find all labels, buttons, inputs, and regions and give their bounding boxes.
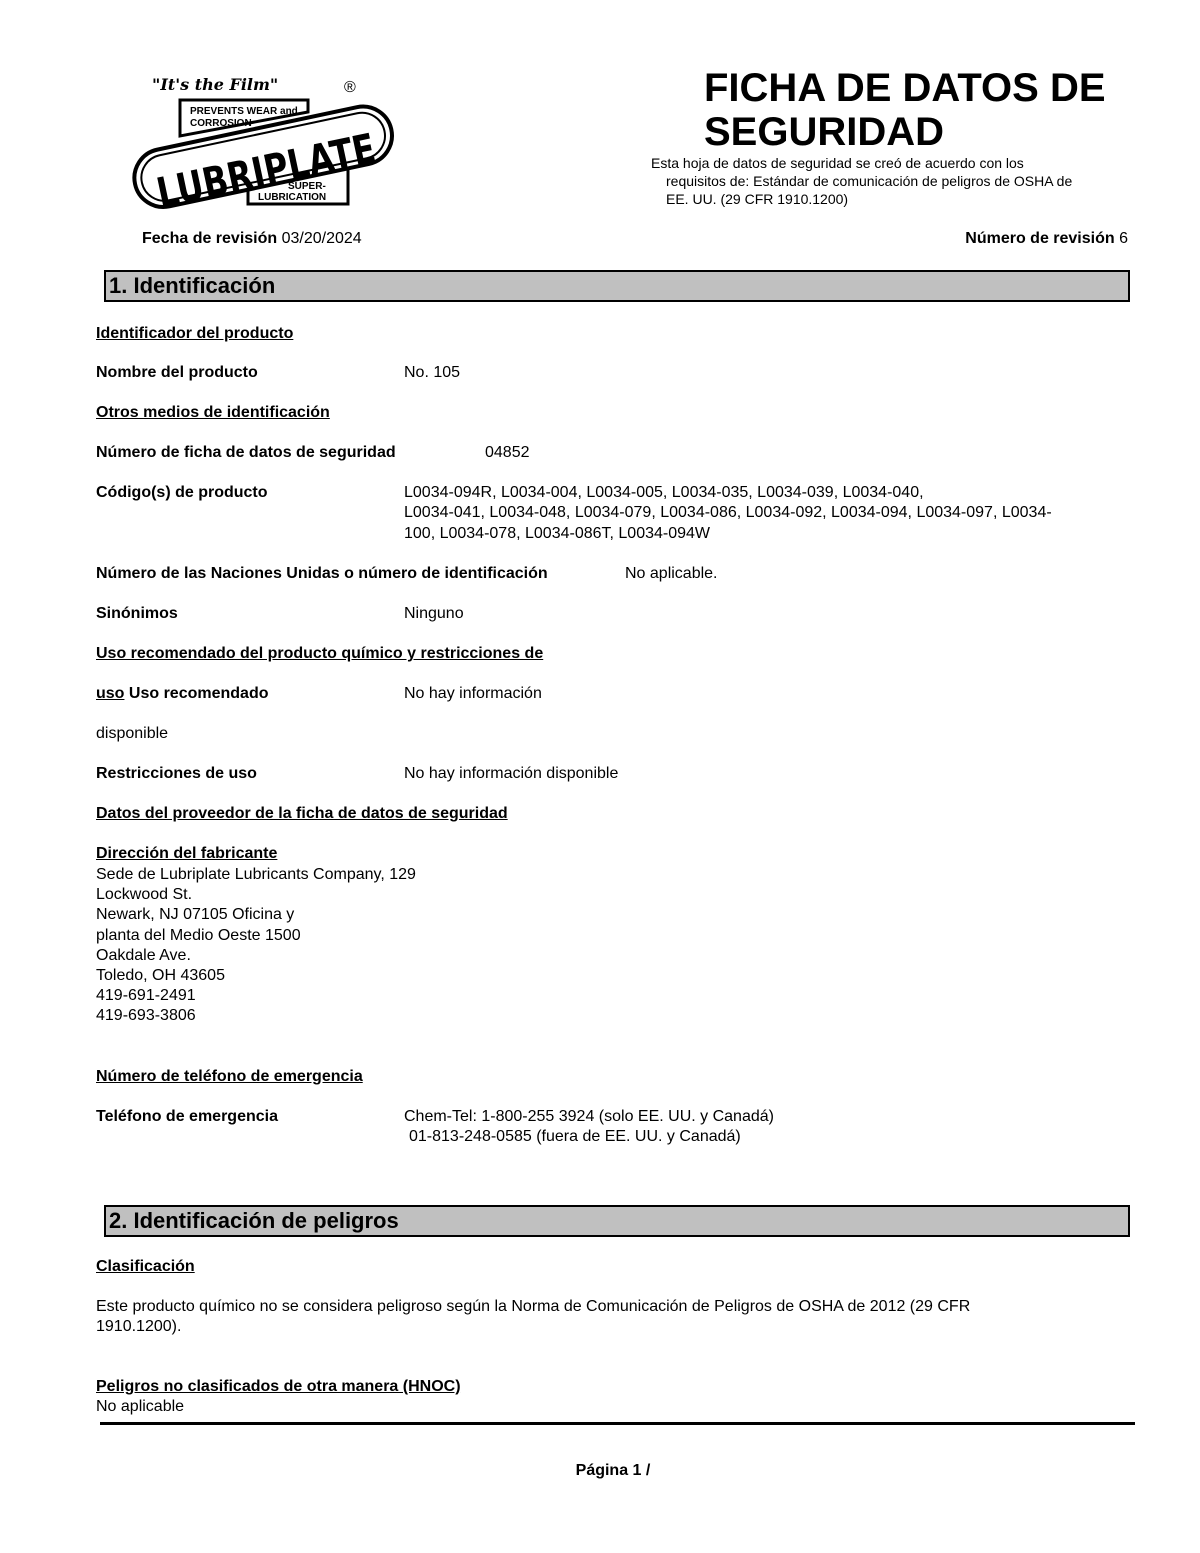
recommended-use-heading-cont: uso <box>96 685 125 702</box>
document-title-line-2: SEGURIDAD <box>704 110 945 154</box>
subtitle-line-3: EE. UU. (29 CFR 1910.1200) <box>666 191 849 207</box>
subtitle-line-2: requisitos de: Estándar de comunicación de peligros de OSHA de <box>666 173 1073 189</box>
product-codes-label: Código(s) de producto <box>96 484 268 501</box>
emergency-line-2: 01-813-248-0585 (fuera de EE. UU. y Canadá) <box>409 1128 741 1145</box>
product-identifier-heading: Identificador del producto <box>96 325 294 342</box>
un-number-label: Número de las Naciones Unidas o número de identificación <box>96 565 548 582</box>
classification-text-line-1: Este producto químico no se considera peligroso según la Norma de Comunicación de Peligros de OSHA de 2012 (29 CFR <box>96 1298 971 1315</box>
manufacturer-address <box>96 865 416 1027</box>
address-line: Newark, NJ 07105 Oficina y <box>96 906 295 924</box>
classification-text-line-2: 1910.1200). <box>96 1318 182 1335</box>
section-2-header <box>104 1205 1130 1237</box>
logo-graphic <box>126 76 398 214</box>
logo-brand: LUBRIPLATE <box>152 111 398 214</box>
revision-date <box>142 230 362 248</box>
emergency-line-1: Chem-Tel: 1-800-255 3924 (solo EE. UU. y Canadá) <box>404 1108 774 1125</box>
recommended-use-label: Uso recomendado <box>128 685 269 702</box>
restrictions-label: Restricciones de uso <box>96 765 257 782</box>
revision-number <box>965 230 1128 248</box>
address-line: 419-691-2491 <box>96 987 196 1005</box>
address-line: planta del Medio Oeste 1500 <box>96 926 301 944</box>
section-1-header <box>104 270 1130 302</box>
sds-number-value: 04852 <box>485 444 530 461</box>
recommended-use-heading: Uso recomendado del producto químico y restricciones de <box>96 645 544 662</box>
logo-top-text-2: CORROSION <box>190 118 252 129</box>
address-line: Lockwood St. <box>96 886 193 904</box>
revision-number-value: 6 <box>1119 230 1128 247</box>
registered-mark: ® <box>344 79 356 96</box>
revision-date-label: Fecha de revisión <box>142 230 278 247</box>
recommended-use-value: No hay información <box>404 685 542 702</box>
product-codes-line-2: L0034-041, L0034-048, L0034-079, L0034-086, L0034-092, L0034-094, L0034-097, L0034- <box>404 504 1052 521</box>
page-number: Página 1 / <box>575 1462 651 1479</box>
lubriplate-logo <box>126 76 398 214</box>
emergency-label: Teléfono de emergencia <box>96 1108 278 1125</box>
address-line: Oakdale Ave. <box>96 946 191 964</box>
supplier-heading: Datos del proveedor de la ficha de datos de seguridad <box>96 805 508 822</box>
product-codes-line-3: 100, L0034-078, L0034-086T, L0034-094W <box>404 525 711 542</box>
address-line: Sede de Lubriplate Lubricants Company, 129 <box>96 866 416 883</box>
logo-tagline: "It's the Film" <box>152 76 279 94</box>
logo-bottom-text-2: LUBRICATION <box>258 192 327 203</box>
emergency-heading: Número de teléfono de emergencia <box>96 1068 363 1085</box>
revision-number-label: Número de revisión <box>965 230 1115 247</box>
sds-number-label: Número de ficha de datos de seguridad <box>96 444 396 461</box>
classification-heading: Clasificación <box>96 1258 195 1275</box>
recommended-use-value-cont: disponible <box>96 725 169 742</box>
product-name-label: Nombre del producto <box>96 364 258 381</box>
address-line: 419-693-3806 <box>96 1007 196 1025</box>
manufacturer-heading: Dirección del fabricante <box>96 845 278 862</box>
un-number-value: No aplicable. <box>625 565 718 582</box>
section-2-title: 2. Identificación de peligros <box>109 1208 399 1233</box>
hnoc-value: No aplicable <box>96 1398 185 1415</box>
product-codes-line-1: L0034-094R, L0034-004, L0034-005, L0034-035, L0034-039, L0034-040, <box>404 484 924 501</box>
subtitle-line-1: Esta hoja de datos de seguridad se creó de acuerdo con los <box>651 155 1024 171</box>
document-title-line-1: FICHA DE DATOS DE <box>704 66 1106 110</box>
other-means-heading: Otros medios de identificación <box>96 404 330 421</box>
logo-top-text-1: PREVENTS WEAR and <box>190 106 298 117</box>
address-line: Toledo, OH 43605 <box>96 967 225 985</box>
synonyms-value: Ninguno <box>404 605 464 622</box>
logo-bottom-text-1: SUPER- <box>288 181 326 192</box>
revision-date-value: 03/20/2024 <box>281 230 362 247</box>
restrictions-value: No hay información disponible <box>404 765 619 782</box>
footer-divider <box>100 1422 1135 1425</box>
hnoc-heading: Peligros no clasificados de otra manera (HNOC) <box>96 1378 461 1395</box>
recommended-use-row <box>96 685 269 703</box>
section-1-title: 1. Identificación <box>109 273 276 298</box>
product-name-value: No. 105 <box>404 364 461 381</box>
synonyms-label: Sinónimos <box>96 605 178 622</box>
